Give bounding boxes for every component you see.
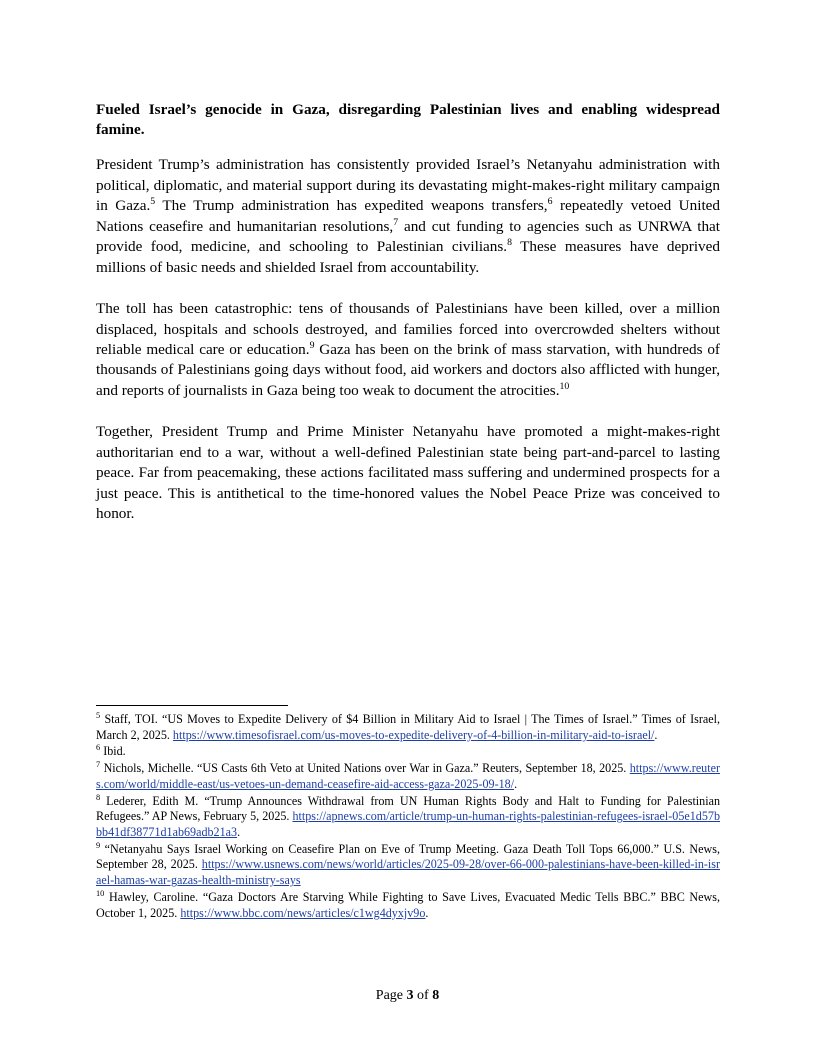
body-paragraph: The toll has been catastrophic: tens of thousands of Palestinians have been killed, over a million displaced, hospitals and schools destroyed, and families forced into overcrowded shelters without reliable medical care or education.$^9$ Gaza has been on the brink of mass starvation, with hundreds of thousands of Palestinians going days without food, aid workers and doctors also afflicted with hunger, and reports of journalists in Gaza being too weak to document the atrocities.$^{10}$ <box>96 300 720 399</box>
footnote-item: $^9$ “Netanyahu Says Israel Working on Ceasefire Plan on Eve of Trump Meeting. Gaza Death Toll Tops 66,000.” U.S. News, September 28, 2025. https://www.usnews.com/news/world/articles/2025-09-28/over-66-000-palestinians-have-been-killed-in-israel-hamas-war-gazas-health-ministry-says <box>96 840 720 888</box>
footnote-link[interactable]: https://www.reuters.com/world/middle-east/us-vetoes-un-demand-ceasefire-aid-access-gaza-2025-09-18/ <box>96 761 720 791</box>
footnote-marker: 8 <box>96 792 101 802</box>
footnote-reference[interactable]: 9 <box>309 339 315 351</box>
footnote-reference[interactable]: 6 <box>547 196 553 208</box>
document-body <box>96 100 720 545</box>
footnote-area <box>96 705 720 922</box>
footnote-item: $^5$ Staff, TOI. “US Moves to Expedite Delivery of $4 Billion in Military Aid to Israel | The Times of Israel.” Times of Israel, March 2, 2025. https://www.timesofisrael.com/us-moves-to-expedite-delivery-of-4-billion-in-military-aid-to-israel/. <box>96 710 720 742</box>
footnote-item: $^7$ Nichols, Michelle. “US Casts 6th Veto at United Nations over War in Gaza.” Reuters, September 18, 2025. https://www.reuters.com/world/middle-east/us-vetoes-un-demand-ceasefire-aid-access-gaza-2025-09-18/. <box>96 760 720 791</box>
page-footer-middle: of <box>413 988 433 1003</box>
footnote-reference[interactable]: 10 <box>559 380 570 392</box>
page-footer <box>0 988 815 1004</box>
footnote-item: $^8$ Lederer, Edith M. “Trump Announces Withdrawal from UN Human Rights Body and Halt to Funding for Palestinian Refugees.” AP News, February 5, 2025. https://apnews.com/article/trump-un-human-rights-palestinian-refugees-israel-05e1d57bbb41df38771d1ab69adb21a3. <box>96 792 720 840</box>
footnote-marker: 6 <box>96 743 101 753</box>
footnote-marker: 10 <box>96 888 105 898</box>
footnote-link[interactable]: https://apnews.com/article/trump-un-human-rights-palestinian-refugees-israel-05e1d57bbb41df38771d1ab69adb21a3 <box>96 809 720 840</box>
body-paragraph: President Trump’s administration has consistently provided Israel’s Netanyahu administration with political, diplomatic, and material support during its devastating might-makes-right military campaign in Gaza.$^5$ The Trump administration has expedited weapons transfers,$^6$ repeatedly vetoed United Nations ceasefire and humanitarian resolutions,$^7$ and cut funding to agencies such as UNRWA that provide food, medicine, and schooling to Palestinian civilians.$^8$ These measures have deprived millions of basic needs and shielded Israel from accountability. <box>96 156 721 276</box>
page-footer-current: 3 <box>406 988 414 1003</box>
footnote-list <box>96 712 720 921</box>
paragraph-list <box>96 155 720 524</box>
page-footer-prefix: Page <box>375 988 407 1003</box>
footnote-link[interactable]: https://www.usnews.com/news/world/articles/2025-09-28/over-66-000-palestinians-have-been-killed-in-israel-hamas-war-gazas-health-ministry-says <box>96 857 720 888</box>
footnote-reference[interactable]: 7 <box>393 216 399 228</box>
footnote-item: $^{10}$ Hawley, Caroline. “Gaza Doctors Are Starving While Fighting to Save Lives, Evacuated Medic Tells BBC.” BBC News, October 1, 2025. https://www.bbc.com/news/articles/c1wg4dyxjv9o. <box>96 888 720 920</box>
footnote-separator-rule <box>96 705 288 706</box>
footnote-link[interactable]: https://www.timesofisrael.com/us-moves-to-expedite-delivery-of-4-billion-in-military-aid-to-israel/ <box>172 727 655 742</box>
footnote-link[interactable]: https://www.bbc.com/news/articles/c1wg4dyxjv9o <box>180 905 426 920</box>
section-heading: Fueled Israel’s genocide in Gaza, disregarding Palestinian lives and enabling widespread famine. <box>96 101 720 139</box>
footnote-reference[interactable]: 8 <box>507 237 513 249</box>
footnote-item: $^6$ Ibid. <box>96 743 126 759</box>
body-paragraph: Together, President Trump and Prime Minister Netanyahu have promoted a might-makes-right authoritarian end to a war, without a well-defined Palestinian state being part-and-parcel to lasting peace. Far from peacemaking, these actions facilitated mass suffering and undermined prospects for a just peace. This is antithetical to the time-honored values the Nobel Peace Prize was conceived to honor. <box>96 423 720 522</box>
footnote-marker: 5 <box>96 710 101 720</box>
footnote-reference[interactable]: 5 <box>150 196 156 208</box>
footnote-marker: 7 <box>96 760 101 770</box>
page-footer-total: 8 <box>432 988 440 1003</box>
footnote-marker: 9 <box>96 840 101 850</box>
